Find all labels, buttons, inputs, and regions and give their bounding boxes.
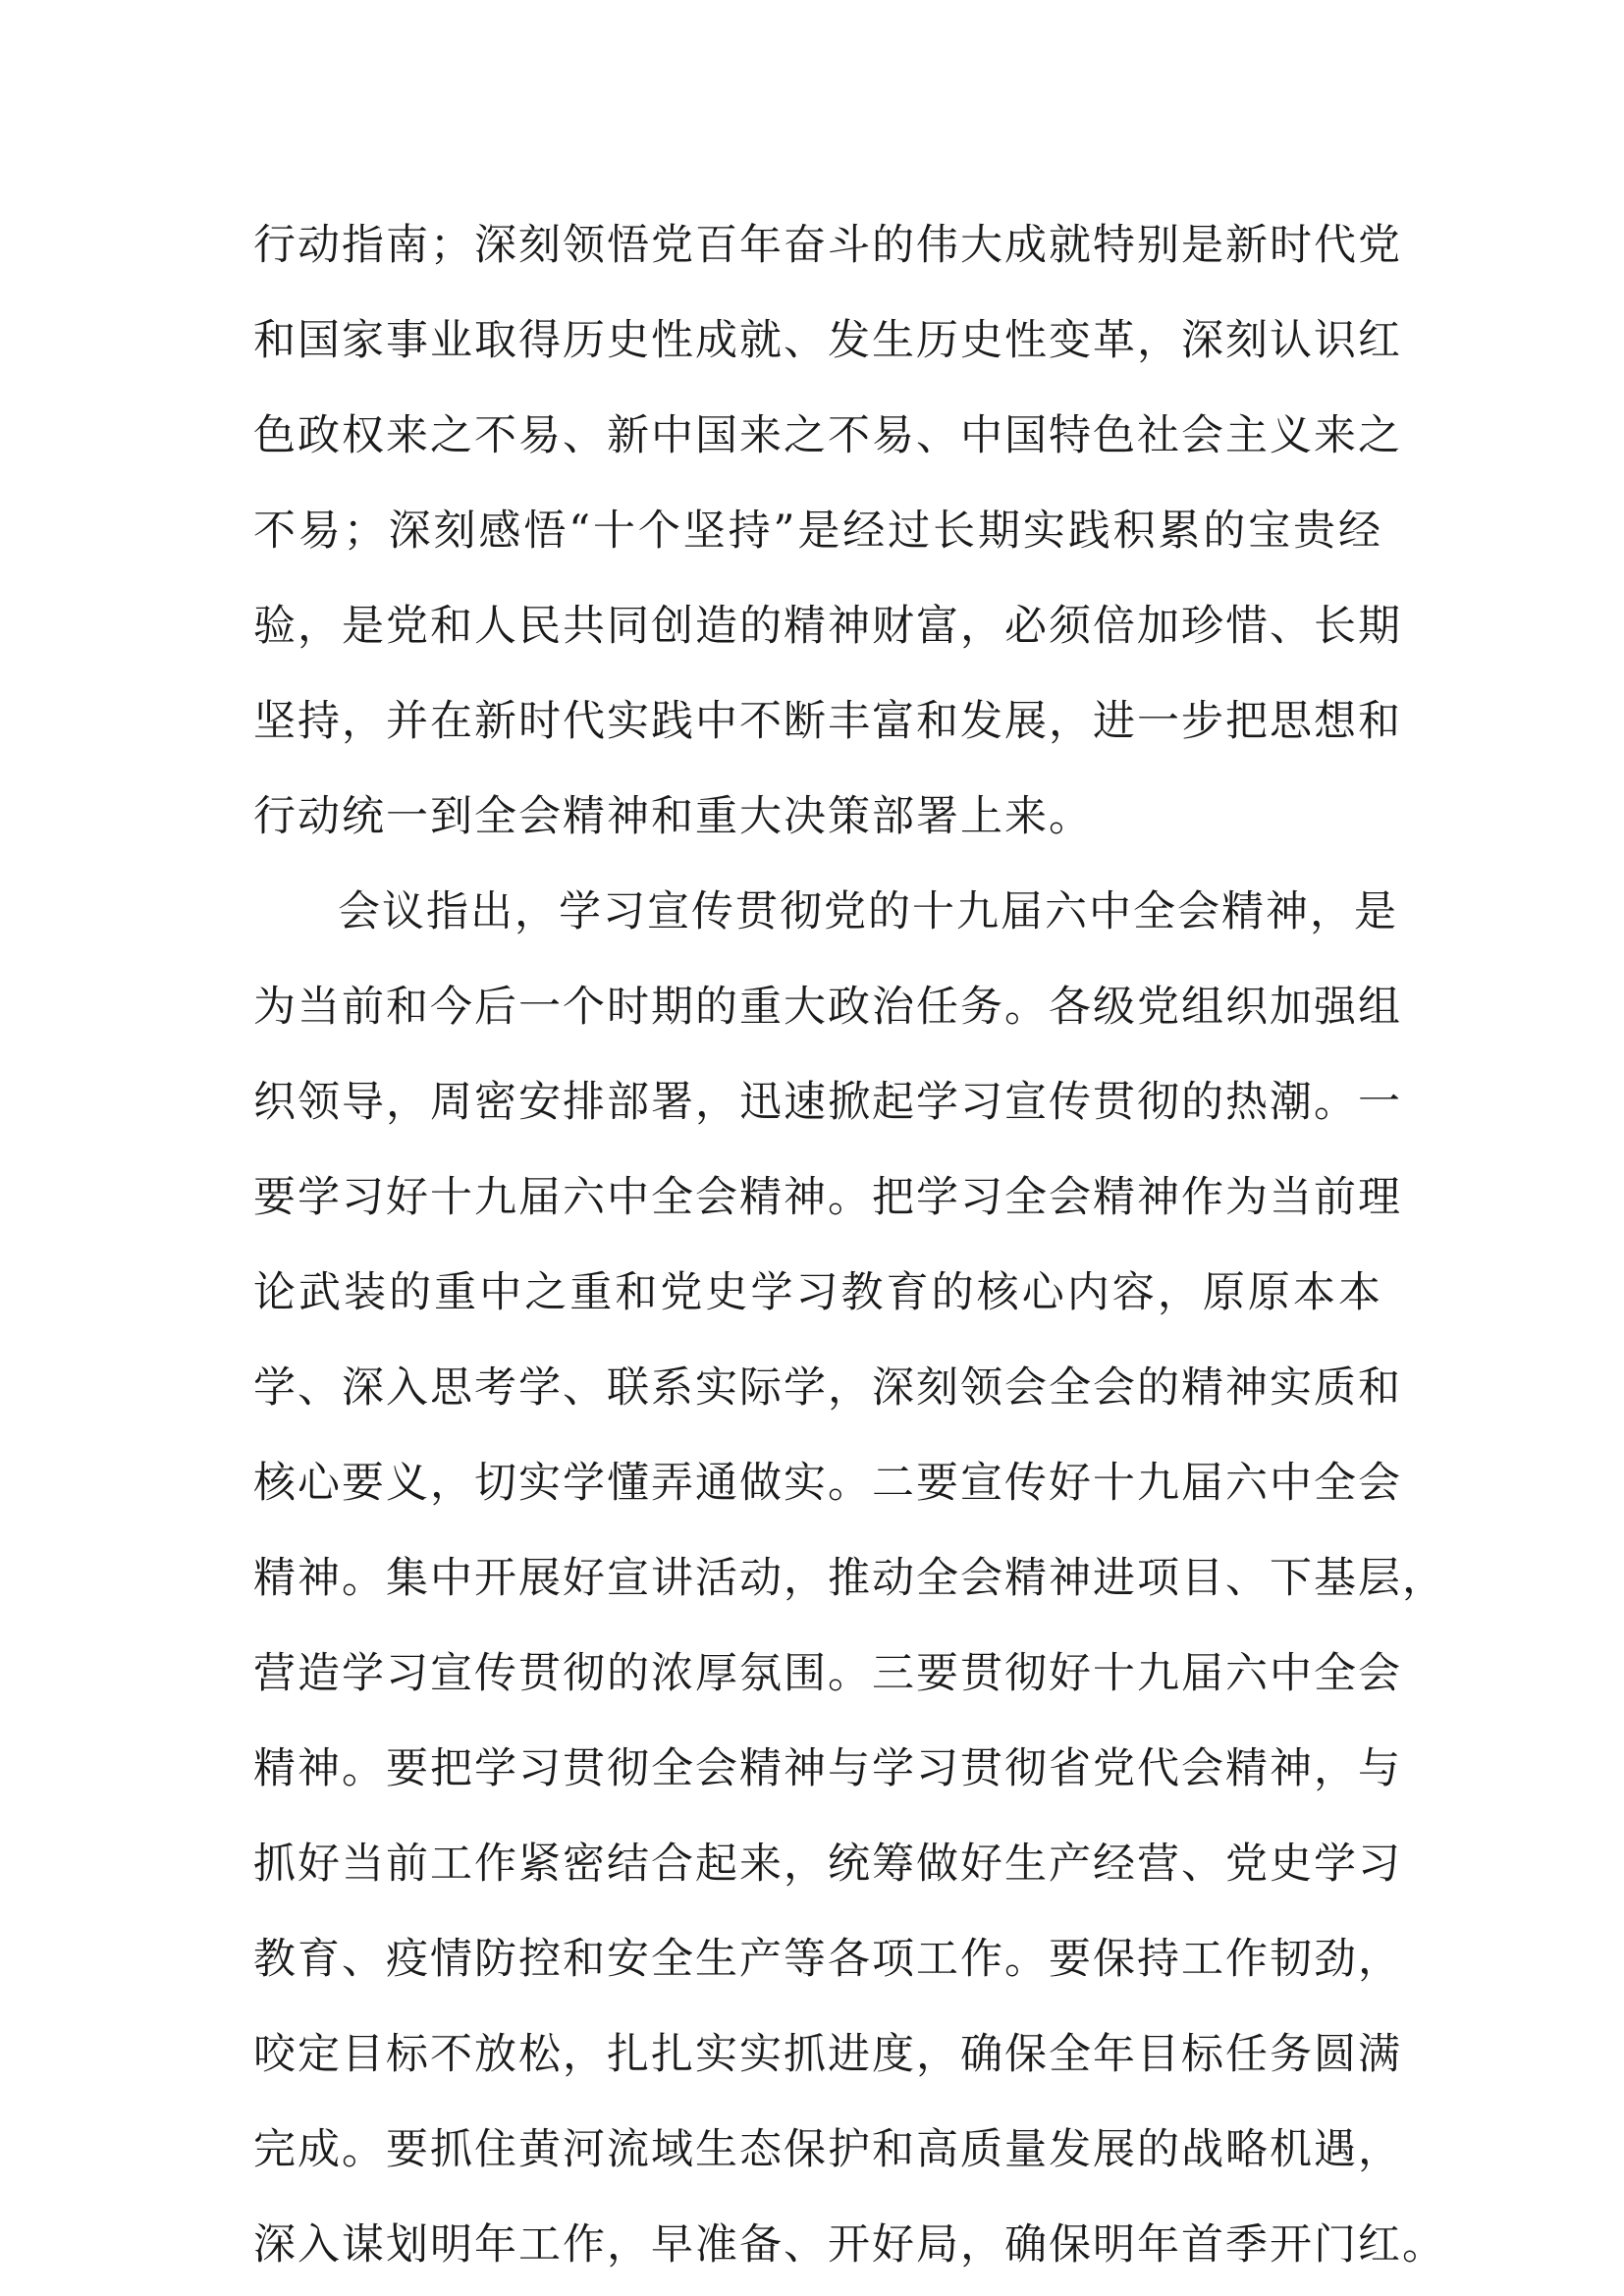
text-line: 为当前和今后一个时期的重大政治任务。各级党组织加强组 — [253, 983, 1402, 1032]
text-line: 要学习好十九届六中全会精神。把学习全会精神作为当前理 — [253, 1173, 1402, 1222]
text-line: 核心要义，切实学懂弄通做实。二要宣传好十九届六中全会 — [253, 1459, 1402, 1508]
document-body — [253, 198, 1446, 2293]
text-line: 咬定目标不放松，扎扎实实抓进度，确保全年目标任务圆满 — [253, 2030, 1402, 2079]
text-line: 精神。要把学习贯彻全会精神与学习贯彻省党代会精神，与 — [253, 1744, 1402, 1793]
text-line: 行动指南；深刻领悟党百年奋斗的伟大成就特别是新时代党 — [253, 221, 1402, 270]
paragraph-2 — [253, 865, 1446, 2293]
text-line: 不易；深刻感悟“十个坚持”是经过长期实践积累的宝贵经 — [253, 507, 1382, 556]
text-line: 论武装的重中之重和党史学习教育的核心内容，原原本本 — [253, 1268, 1382, 1317]
paragraph-1 — [253, 198, 1402, 865]
text-line: 坚持，并在新时代实践中不断丰富和发展，进一步把思想和 — [253, 697, 1402, 746]
text-line: 深入谋划明年工作，早准备、开好局，确保明年首季开门红。 — [253, 2220, 1446, 2269]
text-line: 学、深入思考学、联系实际学，深刻领会全会的精神实质和 — [253, 1363, 1402, 1413]
text-line: 教育、疫情防控和安全生产等各项工作。要保持工作韧劲， — [253, 1935, 1402, 1984]
text-line: 精神。集中开展好宣讲活动，推动全会精神进项目、下基层， — [253, 1554, 1446, 1603]
text-line: 行动统一到全会精神和重大决策部署上来。 — [253, 792, 1093, 841]
text-line: 色政权来之不易、新中国来之不易、中国特色社会主义来之 — [253, 411, 1402, 460]
text-line: 抓好当前工作紧密结合起来，统筹做好生产经营、党史学习 — [253, 1840, 1402, 1889]
text-line: 完成。要抓住黄河流域生态保护和高质量发展的战略机遇， — [253, 2125, 1402, 2174]
text-line: 验，是党和人民共同创造的精神财富，必须倍加珍惜、长期 — [253, 602, 1402, 651]
text-line: 织领导，周密安排部署，迅速掀起学习宣传贯彻的热潮。一 — [253, 1078, 1402, 1127]
text-line: 和国家事业取得历史性成就、发生历史性变革，深刻认识红 — [253, 316, 1402, 365]
text-line: 会议指出，学习宣传贯彻党的十九届六中全会精神，是 — [338, 887, 1398, 936]
text-line: 营造学习宣传贯彻的浓厚氛围。三要贯彻好十九届六中全会 — [253, 1649, 1402, 1698]
